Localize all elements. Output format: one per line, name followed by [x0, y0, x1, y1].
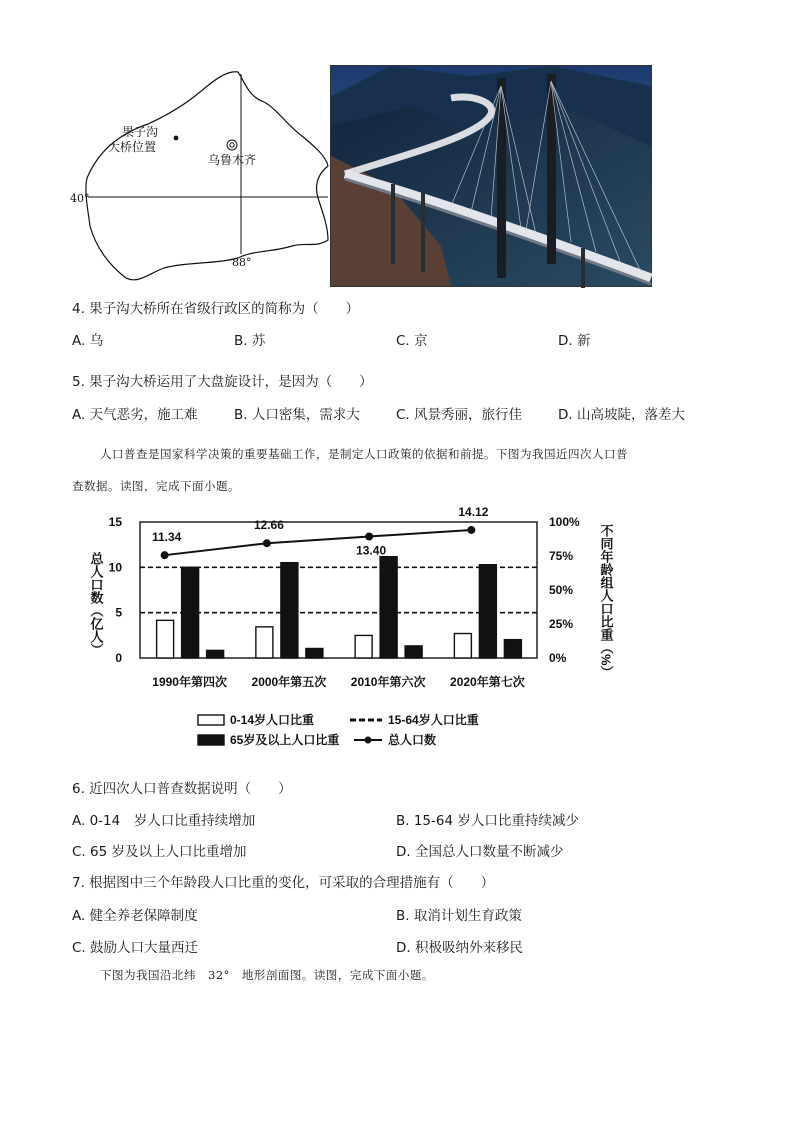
question-4-stem: 4. 果子沟大桥所在省级行政区的简称为（ ） [72, 301, 360, 317]
q4-option-d: D. 新 [558, 333, 591, 349]
legend-swatch-0 [198, 715, 224, 725]
x-tick-0: 1990年第四次 [152, 675, 227, 689]
q6-option-b: B. 15-64 岁人口比重持续减少 [396, 813, 579, 829]
data-label-2: 13.40 [356, 543, 387, 558]
q5-option-a: A. 天气恶劣，施工难 [72, 407, 198, 423]
bridge-location-dot [174, 136, 179, 141]
data-label-1: 12.66 [253, 518, 284, 533]
legend-swatch-3-dot [365, 737, 372, 744]
bar-0-3 [454, 634, 471, 658]
y-left-tick-5: 5 [115, 605, 122, 620]
y-right-tick-1: 75% [549, 549, 574, 563]
data-label-3: 14.12 [458, 504, 489, 519]
y-left-axis-label: 总人口数（亿人） [88, 552, 104, 656]
q5-option-b: B. 人口密集，需求大 [234, 407, 360, 423]
x-tick-2: 2010年第六次 [350, 675, 426, 689]
total-population-point-2 [365, 533, 373, 541]
xinjiang-outline-map [66, 66, 332, 288]
total-population-point-1 [263, 539, 271, 547]
data-label-0: 11.34 [151, 530, 182, 545]
region-outline [86, 72, 328, 280]
plot-frame [140, 522, 537, 658]
legend-label-0: 0-14岁人口比重 [230, 713, 315, 727]
q6-option-c: C. 65 岁及以上人口比重增加 [72, 844, 247, 860]
total-population-point-3 [467, 526, 475, 534]
q4-option-c: C. 京 [396, 333, 428, 349]
total-population-point-0 [161, 551, 169, 559]
total-population-line [165, 530, 472, 555]
q7-option-d: D. 积极吸纳外来移民 [396, 940, 523, 956]
intro-profile: 下图为我国沿北纬 32° 地形剖面图。读图，完成下面小题。 [100, 968, 434, 982]
photo-pylon-2 [547, 74, 556, 264]
x-tick-1: 2000年第五次 [251, 675, 327, 689]
intro-census-line1: 人口普查是国家科学决策的重要基础工作，是制定人口政策的依据和前提。下图为我国近四次人口普 [100, 447, 628, 461]
lat-label: 40° [70, 192, 90, 205]
q4-option-a: A. 乌 [72, 333, 104, 349]
census-chart [82, 504, 622, 772]
bar-1-1 [281, 563, 298, 658]
legend-swatch-2 [198, 735, 224, 745]
q5-option-c: C. 风景秀丽，旅行佳 [396, 407, 523, 423]
bar-0-0 [157, 620, 174, 658]
legend-label-3: 总人口数 [388, 733, 437, 747]
lon-label: 88° [232, 256, 252, 269]
y-left-tick-10: 10 [108, 560, 122, 575]
x-tick-3: 2020年第七次 [450, 675, 525, 689]
q6-option-a: A. 0-14 岁人口比重持续增加 [72, 813, 256, 829]
intro-census-line2: 查数据。读图，完成下面小题。 [72, 479, 240, 493]
capital-symbol-inner [230, 143, 234, 147]
photo-pylon-1 [497, 78, 506, 278]
bar-1-2 [380, 557, 397, 658]
bar-0-1 [256, 627, 273, 658]
bridge-label-1: 果子沟 [122, 125, 159, 139]
q7-option-b: B. 取消计划生育政策 [396, 908, 522, 924]
bar-2-1 [306, 648, 323, 658]
q7-option-c: C. 鼓励人口大量西迁 [72, 940, 199, 956]
q6-option-d: D. 全国总人口数量不断减少 [396, 844, 564, 860]
bar-1-0 [182, 567, 199, 658]
q7-option-a: A. 健全养老保障制度 [72, 908, 198, 924]
bridge-photo [330, 65, 652, 287]
y-right-tick-0: 100% [549, 515, 580, 529]
y-right-tick-4: 0% [549, 651, 567, 665]
y-right-tick-2: 50% [549, 583, 574, 597]
bridge-label-2: 大桥位置 [108, 140, 157, 154]
q5-option-d: D. 山高坡陡，落差大 [558, 407, 685, 423]
capital-label: 乌鲁木齐 [208, 153, 257, 167]
question-5-stem: 5. 果子沟大桥运用了大盘旋设计，是因为（ ） [72, 374, 373, 390]
question-7-stem: 7. 根据图中三个年龄段人口比重的变化，可采取的合理措施有（ ） [72, 875, 495, 891]
bar-2-3 [504, 640, 521, 658]
y-right-tick-3: 25% [549, 617, 574, 631]
capital-symbol-outer [227, 140, 237, 150]
y-left-tick-15: 15 [108, 515, 122, 529]
legend-label-1: 15-64岁人口比重 [388, 713, 479, 727]
bar-2-0 [207, 650, 224, 658]
bar-1-3 [479, 565, 496, 658]
y-right-axis-label: 不同年龄组人口比重（%） [598, 524, 614, 679]
y-left-tick-0: 0 [115, 651, 122, 665]
question-6-stem: 6. 近四次人口普查数据说明（ ） [72, 781, 292, 797]
bar-2-2 [405, 646, 422, 658]
q4-option-b: B. 苏 [234, 333, 266, 349]
legend-label-2: 65岁及以上人口比重 [230, 733, 340, 747]
bar-0-2 [355, 635, 372, 658]
